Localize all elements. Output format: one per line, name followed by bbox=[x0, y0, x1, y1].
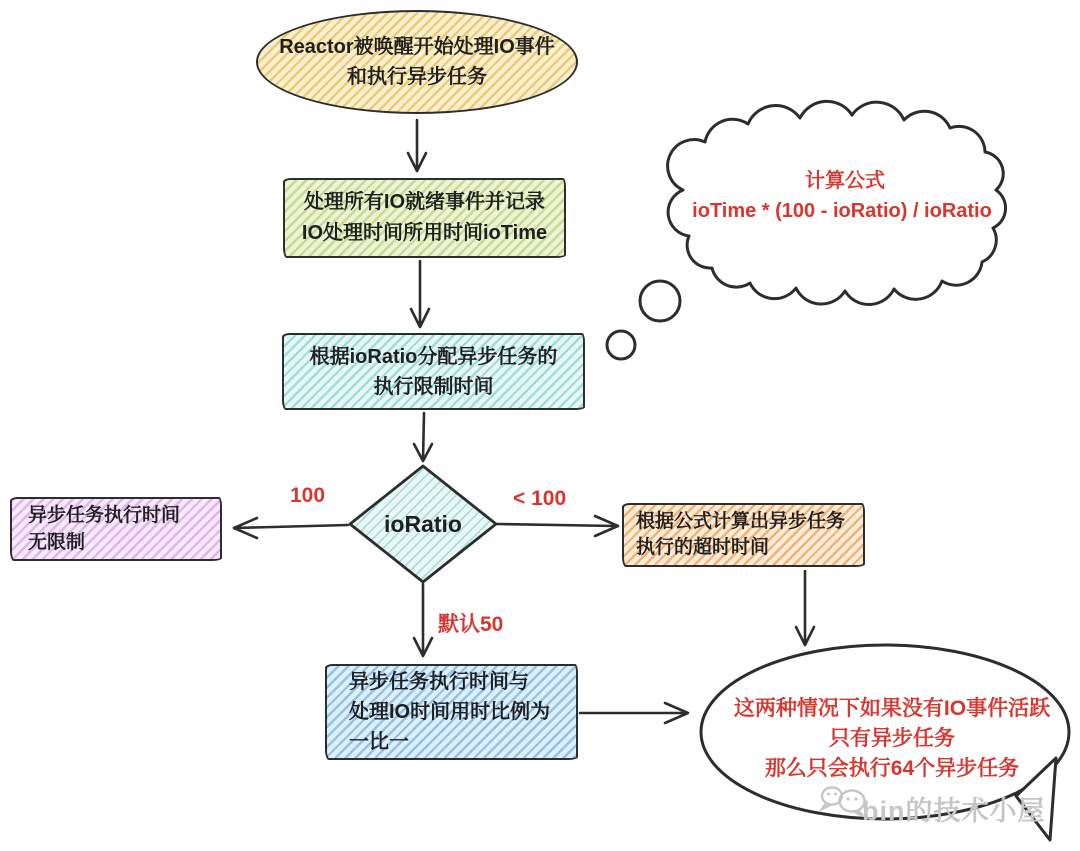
decision-label: ioRatio bbox=[384, 510, 462, 537]
node-process-io-line2: IO处理时间所用时间ioTime bbox=[301, 222, 548, 244]
formula-cloud-title: 计算公式 bbox=[805, 170, 885, 192]
arrow-ratio-to-conclusion bbox=[580, 703, 688, 723]
node-no-limit-line1: 异步任务执行时间 bbox=[28, 505, 181, 526]
arrow-decision-to-ratio bbox=[414, 584, 432, 656]
node-process-io-line1: 处理所有IO就绪事件并记录 bbox=[303, 191, 546, 213]
node-timeout-line2: 执行的超时时间 bbox=[636, 537, 770, 558]
edge-label-100: 100 bbox=[290, 484, 326, 507]
node-no-limit-line2: 无限制 bbox=[28, 532, 86, 553]
arrow-process-to-allocate bbox=[411, 261, 429, 327]
conclusion-text bbox=[712, 694, 1072, 784]
node-no-limit bbox=[10, 497, 222, 561]
arrow-allocate-to-decision bbox=[414, 413, 432, 461]
decision-label-wrap bbox=[350, 466, 496, 582]
conclusion-line1: 这两种情况下如果没有IO事件活跃 bbox=[733, 697, 1051, 720]
edge-label-default50: 默认50 bbox=[438, 613, 504, 636]
node-timeout-line1: 根据公式计算出异步任务 bbox=[636, 511, 846, 532]
node-allocate bbox=[282, 333, 585, 410]
node-ratio-one-line1: 异步任务执行时间与 bbox=[349, 671, 529, 693]
node-allocate-line2: 执行限制时间 bbox=[373, 375, 494, 398]
thought-bubble-small bbox=[607, 331, 635, 359]
node-start-line2: 和执行异步任务 bbox=[347, 66, 487, 88]
watermark-text: bin的技术小屋 bbox=[862, 796, 1046, 826]
node-ratio-one-line3: 一比一 bbox=[349, 731, 409, 753]
node-allocate-line1: 根据ioRatio分配异步任务的 bbox=[309, 345, 558, 368]
arrow-start-to-process bbox=[408, 120, 426, 171]
arrow-timeout-to-conclusion bbox=[796, 571, 814, 645]
node-ratio-one-line2: 处理IO时间用时比例为 bbox=[349, 701, 551, 723]
node-process-io bbox=[283, 178, 566, 258]
node-timeout bbox=[622, 503, 865, 567]
formula-cloud-formula: ioTime * (100 - ioRatio) / ioRatio bbox=[692, 200, 992, 222]
node-start-line1: Reactor被唤醒开始处理IO事件 bbox=[279, 36, 555, 58]
arrow-decision-to-timeout bbox=[497, 516, 618, 536]
edge-label-lt100: < 100 bbox=[513, 487, 567, 510]
node-ratio-one bbox=[325, 664, 578, 760]
conclusion-line2: 只有异步任务 bbox=[829, 727, 955, 750]
arrow-decision-to-no-limit bbox=[234, 518, 348, 538]
thought-bubble-large bbox=[640, 281, 680, 321]
conclusion-line3: 那么只会执行64个异步任务 bbox=[764, 757, 1020, 780]
node-start bbox=[256, 10, 578, 114]
